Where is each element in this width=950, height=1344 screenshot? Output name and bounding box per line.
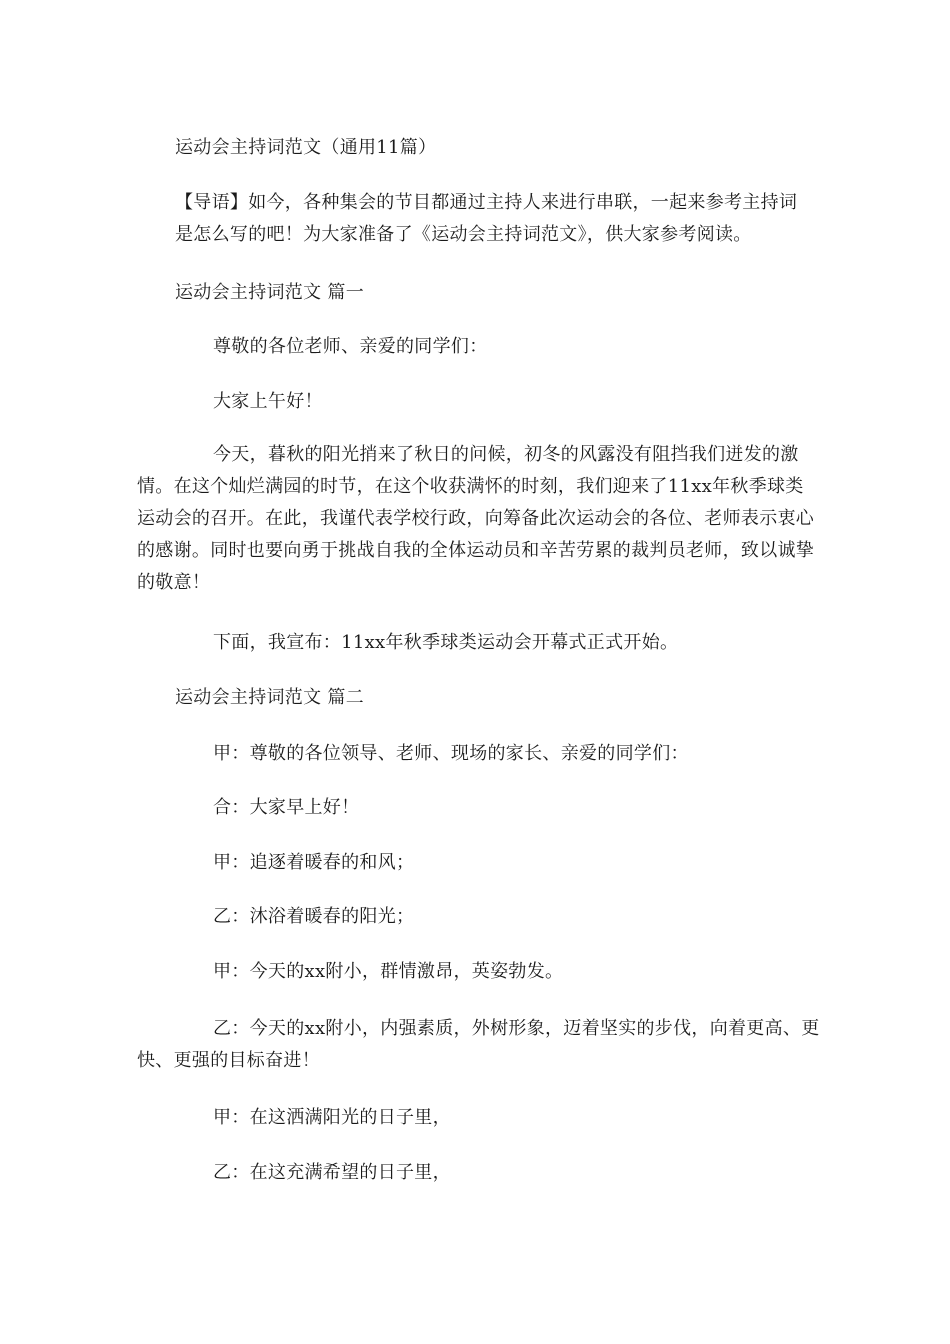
intro-text: 【导语】如今，各种集会的节目都通过主持人来进行串联，一起来参考主持词是怎么写的吧！为大家准备了《运动会主持词范文》，供大家参考阅读。 — [175, 192, 798, 245]
intro-paragraph — [175, 187, 815, 251]
section2-line: 乙：今天的xx附小，内强素质，外树形象，迈着坚实的步伐，向着更高、更快、更强的目标奋进！ — [137, 1018, 820, 1071]
section1-heading: 运动会主持词范文 篇一 — [175, 282, 365, 303]
section2-line: 乙：在这充满希望的日子里， — [213, 1162, 451, 1183]
section2-line: 合：大家早上好！ — [213, 797, 360, 818]
section2-heading: 运动会主持词范文 篇二 — [175, 687, 365, 708]
section1-body-text: 今天，暮秋的阳光捎来了秋日的问候，初冬的风露没有阻挡我们迸发的激情。在这个灿烂满园的时节，在这个收获满怀的时刻，我们迎来了11xx年秋季球类运动会的召开。在此，我谨代表学校行政，向筹备此次运动会的各位、老师表示衷心的感谢。同时也要向勇于挑战自我的全体运动员和辛苦劳累的裁判员老师，致以诚挚的敬意！ — [137, 444, 815, 593]
section2-long-paragraph — [137, 1013, 827, 1077]
section2-line: 甲：在这洒满阳光的日子里， — [213, 1107, 451, 1128]
section1-greeting: 尊敬的各位老师、亲爱的同学们： — [213, 336, 488, 357]
document-title: 运动会主持词范文（通用11篇） — [175, 137, 437, 158]
section2-line: 甲：今天的xx附小，群情激昂，英姿勃发。 — [213, 961, 564, 982]
section2-line: 乙：沐浴着暖春的阳光； — [213, 906, 415, 927]
section1-hello: 大家上午好！ — [213, 391, 323, 412]
section2-line: 甲：追逐着暖春的和风； — [213, 852, 415, 873]
section2-line: 甲：尊敬的各位领导、老师、现场的家长、亲爱的同学们： — [213, 743, 689, 764]
section1-body-paragraph — [137, 439, 817, 599]
section1-announce: 下面，我宣布：11xx年秋季球类运动会开幕式正式开始。 — [213, 632, 679, 653]
